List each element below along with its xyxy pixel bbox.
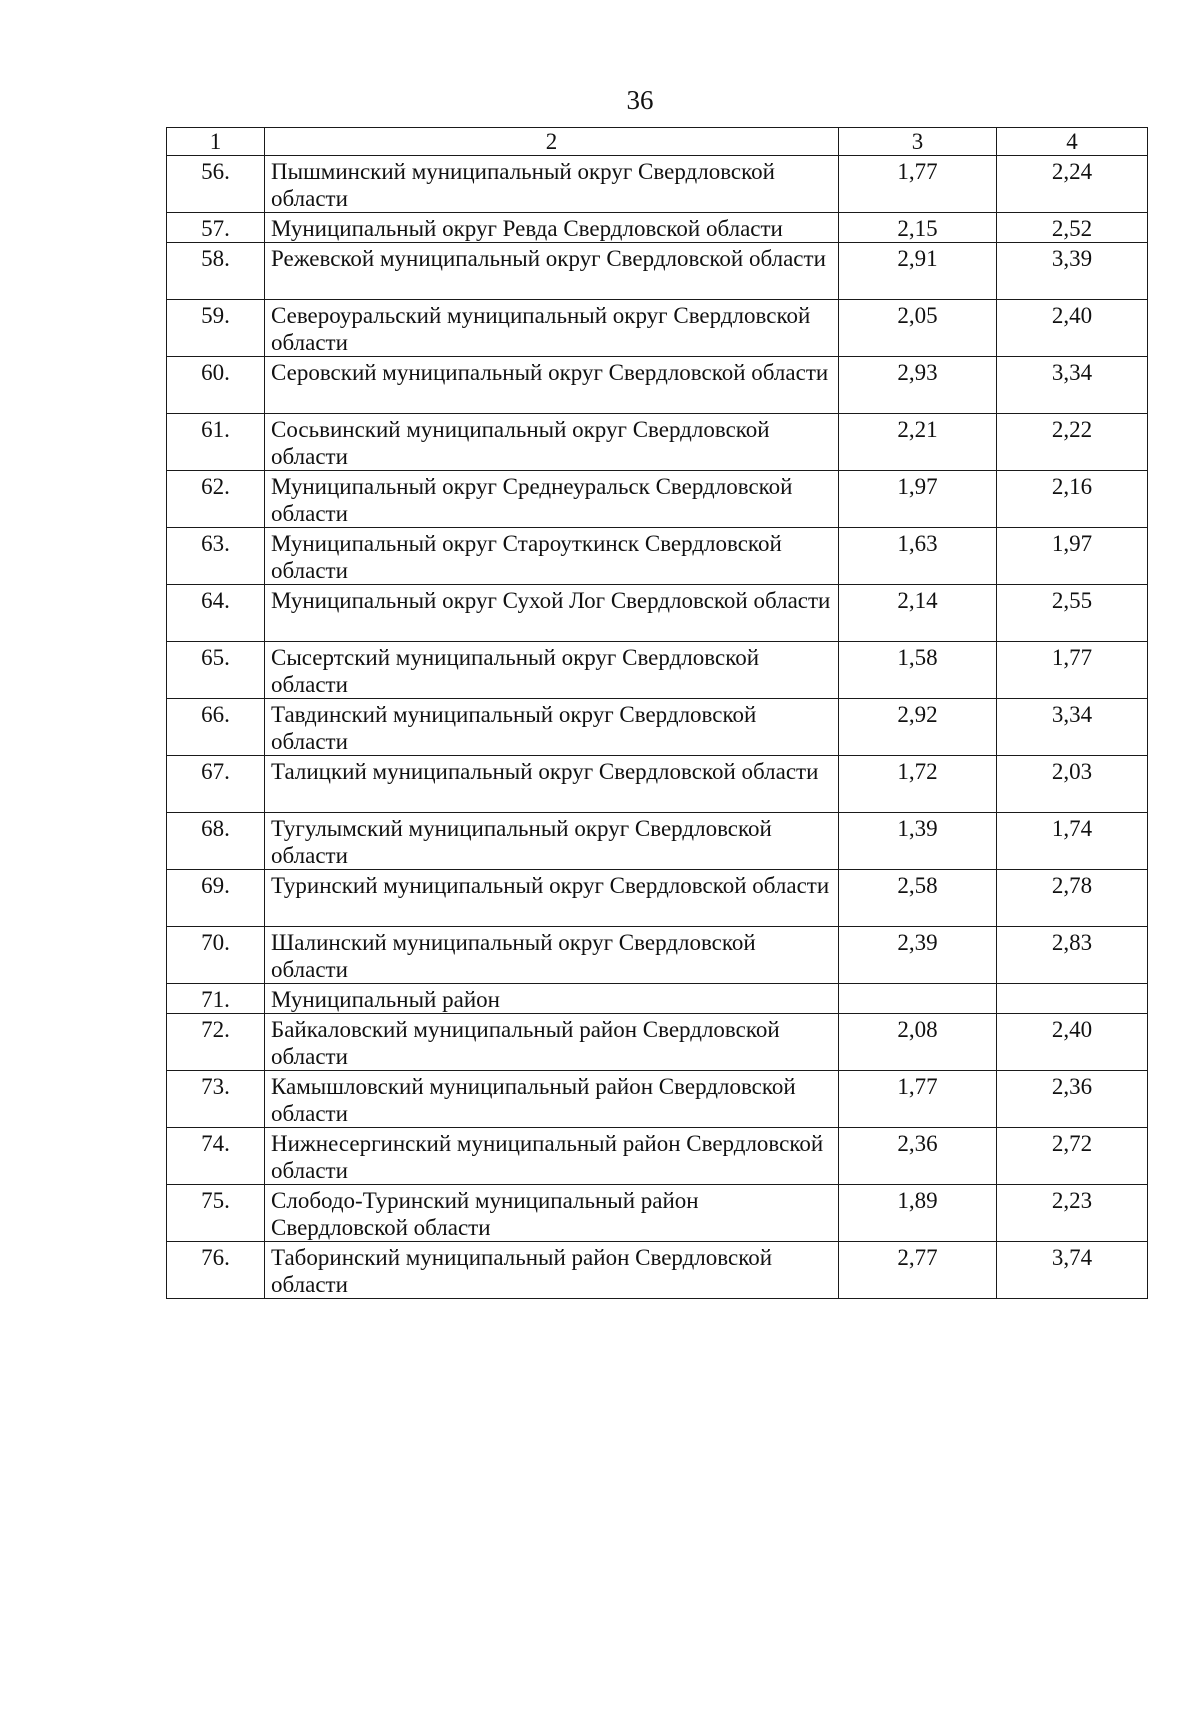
value-col-4: 2,36: [997, 1071, 1148, 1128]
value-col-4: 1,77: [997, 642, 1148, 699]
municipality-name: Сосьвинский муниципальный округ Свердловской области: [265, 414, 839, 471]
value-col-4: 1,97: [997, 528, 1148, 585]
row-number: 63.: [167, 528, 265, 585]
table-row: [167, 528, 1148, 585]
row-number: 56.: [167, 156, 265, 213]
value-col-3: 2,91: [839, 243, 997, 300]
row-number: 64.: [167, 585, 265, 642]
value-col-4: 3,34: [997, 357, 1148, 414]
municipality-name: Североуральский муниципальный округ Свердловской области: [265, 300, 839, 357]
row-number: 66.: [167, 699, 265, 756]
value-col-4: 2,16: [997, 471, 1148, 528]
table-row: [167, 699, 1148, 756]
value-col-3: 1,77: [839, 1071, 997, 1128]
row-number: 76.: [167, 1242, 265, 1299]
row-number: 69.: [167, 870, 265, 927]
table-row: [167, 813, 1148, 870]
value-col-3: 1,58: [839, 642, 997, 699]
municipality-name: Серовский муниципальный округ Свердловской области: [265, 357, 839, 414]
value-col-3: 2,14: [839, 585, 997, 642]
row-number: 68.: [167, 813, 265, 870]
municipality-name: Тавдинский муниципальный округ Свердловской области: [265, 699, 839, 756]
value-col-3: 2,92: [839, 699, 997, 756]
row-number: 60.: [167, 357, 265, 414]
row-number: 73.: [167, 1071, 265, 1128]
page-number: 36: [626, 85, 654, 115]
value-col-4: 2,52: [997, 213, 1148, 243]
table-row: [167, 1128, 1148, 1185]
municipality-name: Слободо-Туринский муниципальный район Свердловской области: [265, 1185, 839, 1242]
value-col-3: 1,39: [839, 813, 997, 870]
header-col-3: 3: [839, 128, 997, 156]
header-col-2: 2: [265, 128, 839, 156]
table-row: [167, 756, 1148, 813]
value-col-4: 2,40: [997, 1014, 1148, 1071]
value-col-3: [839, 984, 997, 1014]
table-row: [167, 414, 1148, 471]
table-row: [167, 243, 1148, 300]
municipality-name: Пышминский муниципальный округ Свердловской области: [265, 156, 839, 213]
row-number: 62.: [167, 471, 265, 528]
table-row: [167, 642, 1148, 699]
table-row: [167, 300, 1148, 357]
row-number: 70.: [167, 927, 265, 984]
municipality-name: Муниципальный округ Сухой Лог Свердловской области: [265, 585, 839, 642]
value-col-4: 2,03: [997, 756, 1148, 813]
value-col-3: 2,58: [839, 870, 997, 927]
table-row: [167, 156, 1148, 213]
municipality-name: Нижнесергинский муниципальный район Свердловской области: [265, 1128, 839, 1185]
table-row: [167, 213, 1148, 243]
municipality-name: Талицкий муниципальный округ Свердловской области: [265, 756, 839, 813]
value-col-3: 2,36: [839, 1128, 997, 1185]
municipality-name: Туринский муниципальный округ Свердловской области: [265, 870, 839, 927]
value-col-3: 2,08: [839, 1014, 997, 1071]
header-col-4: 4: [997, 128, 1148, 156]
value-col-4: 2,40: [997, 300, 1148, 357]
table-row: [167, 1071, 1148, 1128]
value-col-4: 2,83: [997, 927, 1148, 984]
municipality-name: Муниципальный округ Среднеуральск Свердловской области: [265, 471, 839, 528]
municipality-name: Байкаловский муниципальный район Свердловской области: [265, 1014, 839, 1071]
data-table: [166, 127, 1148, 1299]
row-number: 75.: [167, 1185, 265, 1242]
municipality-name: Тугулымский муниципальный округ Свердловской области: [265, 813, 839, 870]
value-col-4: 2,22: [997, 414, 1148, 471]
value-col-3: 1,97: [839, 471, 997, 528]
municipality-name: Камышловский муниципальный район Свердловской области: [265, 1071, 839, 1128]
municipality-name: Таборинский муниципальный район Свердловской области: [265, 1242, 839, 1299]
row-number: 67.: [167, 756, 265, 813]
table-row: [167, 1014, 1148, 1071]
value-col-3: 1,89: [839, 1185, 997, 1242]
table-row: [167, 984, 1148, 1014]
table-row: [167, 585, 1148, 642]
row-number: 74.: [167, 1128, 265, 1185]
row-number: 59.: [167, 300, 265, 357]
municipality-name: Муниципальный округ Староуткинск Свердловской области: [265, 528, 839, 585]
value-col-4: 2,23: [997, 1185, 1148, 1242]
row-number: 71.: [167, 984, 265, 1014]
value-col-3: 1,77: [839, 156, 997, 213]
value-col-4: 3,74: [997, 1242, 1148, 1299]
municipality-name: Муниципальный район: [265, 984, 839, 1014]
value-col-3: 1,72: [839, 756, 997, 813]
value-col-4: 2,78: [997, 870, 1148, 927]
value-col-4: 3,34: [997, 699, 1148, 756]
value-col-4: 1,74: [997, 813, 1148, 870]
municipality-name: Сысертский муниципальный округ Свердловской области: [265, 642, 839, 699]
value-col-4: 2,24: [997, 156, 1148, 213]
row-number: 61.: [167, 414, 265, 471]
row-number: 57.: [167, 213, 265, 243]
table-row: [167, 1242, 1148, 1299]
table-row: [167, 357, 1148, 414]
municipality-name: Шалинский муниципальный округ Свердловской области: [265, 927, 839, 984]
value-col-3: 2,21: [839, 414, 997, 471]
value-col-4: 2,72: [997, 1128, 1148, 1185]
value-col-4: 3,39: [997, 243, 1148, 300]
value-col-3: 2,77: [839, 1242, 997, 1299]
table-row: [167, 927, 1148, 984]
table-row: [167, 1185, 1148, 1242]
row-number: 65.: [167, 642, 265, 699]
row-number: 58.: [167, 243, 265, 300]
municipality-name: Режевской муниципальный округ Свердловской области: [265, 243, 839, 300]
table-row: [167, 870, 1148, 927]
value-col-4: [997, 984, 1148, 1014]
value-col-3: 2,93: [839, 357, 997, 414]
table-header-row: [167, 128, 1148, 156]
row-number: 72.: [167, 1014, 265, 1071]
value-col-4: 2,55: [997, 585, 1148, 642]
value-col-3: 2,39: [839, 927, 997, 984]
value-col-3: 2,15: [839, 213, 997, 243]
value-col-3: 2,05: [839, 300, 997, 357]
value-col-3: 1,63: [839, 528, 997, 585]
municipality-name: Муниципальный округ Ревда Свердловской области: [265, 213, 839, 243]
header-col-1: 1: [167, 128, 265, 156]
table-row: [167, 471, 1148, 528]
